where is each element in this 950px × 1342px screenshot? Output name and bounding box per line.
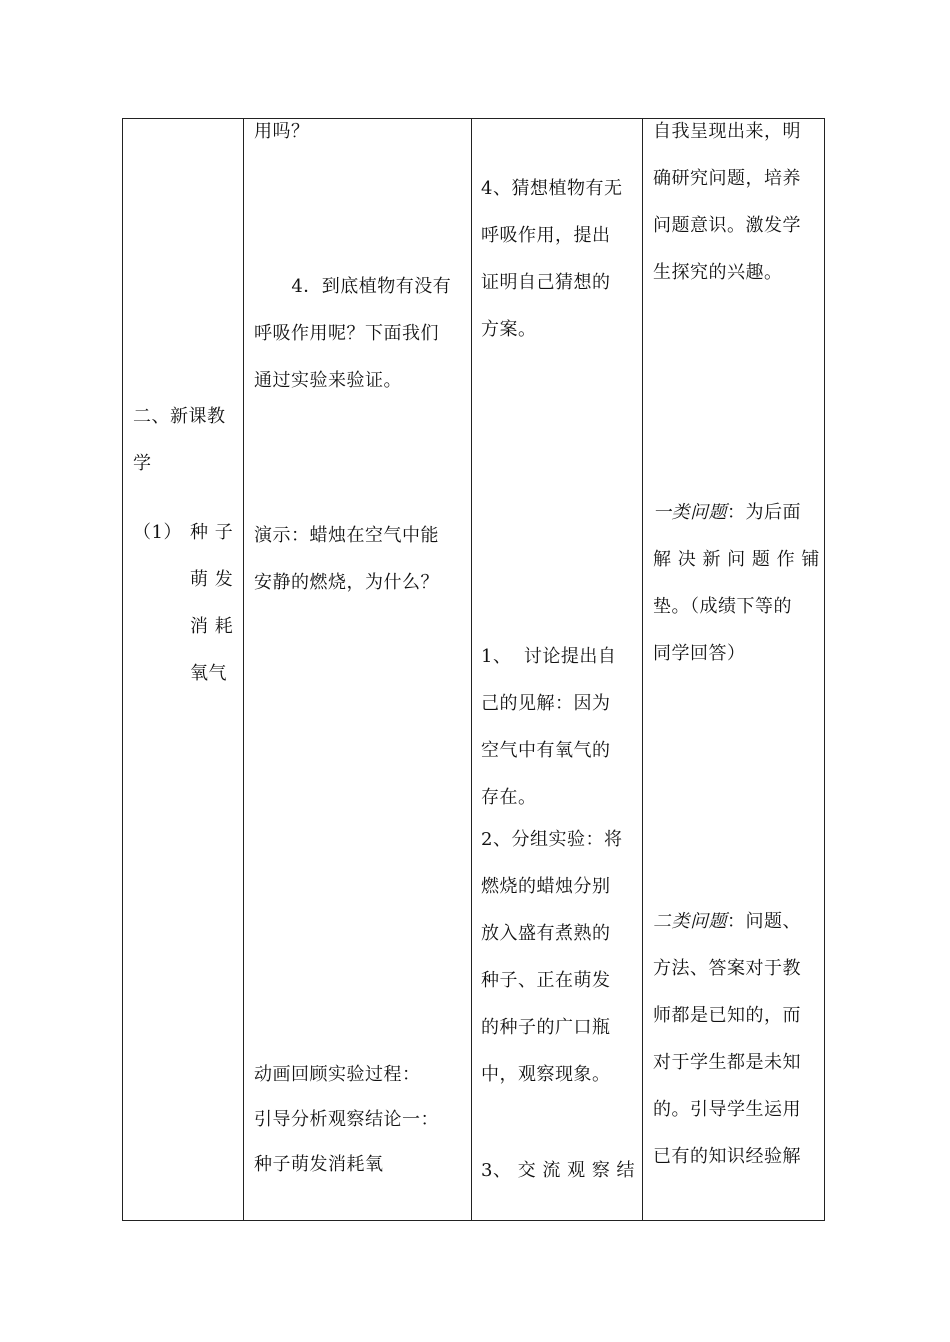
student-text: 呼吸作用，提出 [481, 225, 611, 246]
subsection-title-line: 萌 发 [190, 569, 234, 590]
teacher-text: 种子萌发消耗氧 [254, 1154, 384, 1175]
subsection-title-line: 氧气 [190, 663, 227, 684]
student-text: 方案。 [481, 319, 537, 340]
intent-text: 的。引导学生运用 [653, 1099, 801, 1120]
teacher-text: 通过实验来验证。 [254, 370, 402, 391]
student-text: 4、猜想植物有无 [481, 178, 623, 199]
student-text: 中，观察现象。 [481, 1064, 611, 1085]
intent-text: 垫。（成绩下等的 [653, 596, 792, 617]
teacher-text: 呼吸作用呢？下面我们 [254, 323, 439, 344]
subsection-title-line: 种 子 [190, 522, 234, 543]
student-text: 放入盛有煮熟的 [481, 923, 611, 944]
teacher-text: 安静的燃烧，为什么？ [254, 572, 439, 593]
student-text: 证明自己猜想的 [481, 272, 611, 293]
teacher-text: 演示：蜡烛在空气中能 [254, 525, 439, 546]
intent-text: 方法、答案对于教 [653, 958, 801, 979]
subsection-number: （1） [133, 522, 182, 543]
intent-text-fragment: ：为后面 [727, 502, 801, 523]
intent-text: 解 决 新 问 题 作 铺 [653, 549, 820, 570]
column-divider [243, 119, 244, 1220]
intent-text: 问题意识。激发学 [653, 215, 801, 236]
teacher-text: 动画回顾实验过程： [254, 1064, 421, 1085]
subsection-title-line: 消 耗 [190, 616, 234, 637]
teacher-text: 引导分析观察结论一： [254, 1109, 439, 1130]
question-type-label: 二类问题 [653, 911, 727, 932]
intent-text: 已有的知识经验解 [653, 1146, 801, 1167]
intent-text [653, 489, 801, 536]
intent-text: 确研究问题，培养 [653, 168, 801, 189]
column-divider [642, 119, 643, 1220]
intent-text: 对于学生都是未知 [653, 1052, 801, 1073]
teacher-text: 用吗？ [254, 121, 310, 142]
section-title-line: 二、新课教 [133, 406, 226, 427]
student-text: 1、 讨论提出自 [481, 646, 617, 667]
student-text: 存在。 [481, 787, 537, 808]
section-title-line: 学 [133, 453, 152, 474]
teacher-text: 4．到底植物有没有 [254, 276, 452, 297]
student-text: 的种子的广口瓶 [481, 1017, 611, 1038]
student-text: 己的见解：因为 [481, 693, 611, 714]
intent-text: 师都是已知的，而 [653, 1005, 801, 1026]
intent-text: 自我呈现出来，明 [653, 121, 801, 142]
intent-text: 同学回答） [653, 643, 746, 664]
student-text: 空气中有氧气的 [481, 740, 611, 761]
student-text: 3、 交 流 观 察 结 [481, 1160, 636, 1181]
student-text: 种子、正在萌发 [481, 970, 611, 991]
intent-text-fragment: ：问题、 [727, 911, 801, 932]
student-text: 2、分组实验：将 [481, 829, 623, 850]
column-divider [471, 119, 472, 1220]
student-text: 燃烧的蜡烛分别 [481, 876, 611, 897]
question-type-label: 一类问题 [653, 502, 727, 523]
intent-text [653, 898, 801, 945]
intent-text: 生探究的兴趣。 [653, 262, 783, 283]
